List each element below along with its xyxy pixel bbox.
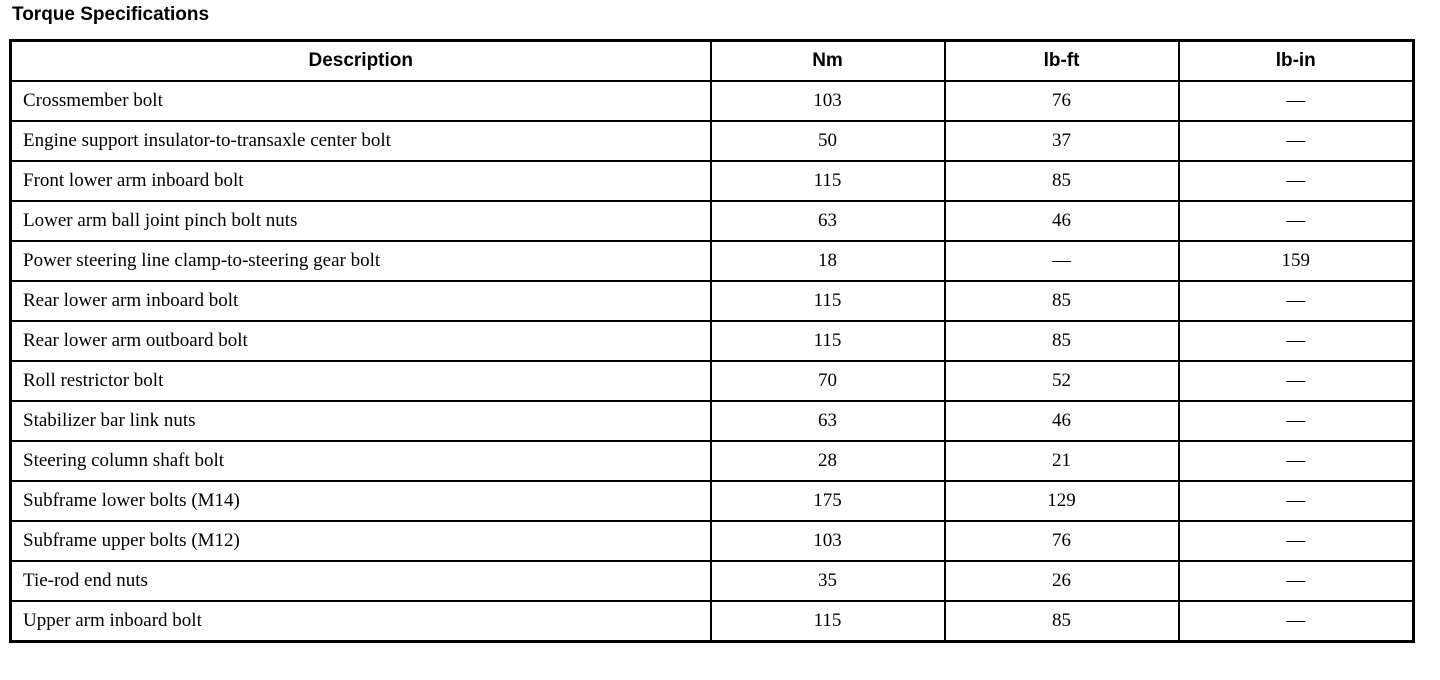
table-row bbox=[11, 321, 1414, 361]
page-title: Torque Specifications bbox=[12, 4, 210, 25]
table-row bbox=[11, 161, 1414, 201]
cell-nm: 103 bbox=[711, 521, 945, 561]
cell-lb-in: — bbox=[1179, 201, 1414, 241]
cell-lb-in: — bbox=[1179, 121, 1414, 161]
cell-nm: 18 bbox=[711, 241, 945, 281]
cell-nm: 103 bbox=[711, 81, 945, 121]
cell-description: Crossmember bolt bbox=[11, 81, 711, 121]
table-header-row bbox=[11, 41, 1414, 82]
cell-description: Steering column shaft bolt bbox=[11, 441, 711, 481]
cell-description: Lower arm ball joint pinch bolt nuts bbox=[11, 201, 711, 241]
cell-nm: 28 bbox=[711, 441, 945, 481]
cell-description: Front lower arm inboard bolt bbox=[11, 161, 711, 201]
cell-description: Engine support insulator-to-transaxle center bolt bbox=[11, 121, 711, 161]
table-row bbox=[11, 401, 1414, 441]
cell-nm: 115 bbox=[711, 601, 945, 642]
cell-lb-in: — bbox=[1179, 481, 1414, 521]
cell-lb-ft: 85 bbox=[945, 161, 1179, 201]
cell-nm: 70 bbox=[711, 361, 945, 401]
cell-lb-ft: 76 bbox=[945, 81, 1179, 121]
cell-lb-ft: 85 bbox=[945, 281, 1179, 321]
table-row bbox=[11, 481, 1414, 521]
cell-nm: 50 bbox=[711, 121, 945, 161]
cell-description: Power steering line clamp-to-steering gear bolt bbox=[11, 241, 711, 281]
cell-lb-in: — bbox=[1179, 601, 1414, 642]
cell-nm: 115 bbox=[711, 321, 945, 361]
table-row bbox=[11, 281, 1414, 321]
cell-lb-ft: 46 bbox=[945, 201, 1179, 241]
cell-nm: 63 bbox=[711, 401, 945, 441]
cell-lb-in: — bbox=[1179, 81, 1414, 121]
cell-lb-in: — bbox=[1179, 281, 1414, 321]
table-row bbox=[11, 121, 1414, 161]
cell-lb-ft: 52 bbox=[945, 361, 1179, 401]
cell-description: Subframe lower bolts (M14) bbox=[11, 481, 711, 521]
cell-lb-in: 159 bbox=[1179, 241, 1414, 281]
cell-lb-ft: 76 bbox=[945, 521, 1179, 561]
cell-nm: 115 bbox=[711, 281, 945, 321]
cell-lb-ft: 129 bbox=[945, 481, 1179, 521]
header-description: Description bbox=[11, 41, 711, 82]
cell-lb-ft: — bbox=[945, 241, 1179, 281]
cell-description: Stabilizer bar link nuts bbox=[11, 401, 711, 441]
header-lb-ft: lb-ft bbox=[945, 41, 1179, 82]
cell-lb-in: — bbox=[1179, 161, 1414, 201]
table-row bbox=[11, 361, 1414, 401]
table-row bbox=[11, 81, 1414, 121]
header-lb-in: lb-in bbox=[1179, 41, 1414, 82]
table-row bbox=[11, 201, 1414, 241]
cell-description: Rear lower arm inboard bolt bbox=[11, 281, 711, 321]
cell-lb-ft: 85 bbox=[945, 321, 1179, 361]
cell-lb-ft: 46 bbox=[945, 401, 1179, 441]
table-row bbox=[11, 441, 1414, 481]
cell-lb-in: — bbox=[1179, 521, 1414, 561]
cell-nm: 115 bbox=[711, 161, 945, 201]
cell-lb-ft: 26 bbox=[945, 561, 1179, 601]
cell-lb-ft: 37 bbox=[945, 121, 1179, 161]
table-row bbox=[11, 601, 1414, 642]
table-body bbox=[11, 81, 1414, 642]
cell-lb-in: — bbox=[1179, 561, 1414, 601]
cell-lb-in: — bbox=[1179, 401, 1414, 441]
cell-description: Upper arm inboard bolt bbox=[11, 601, 711, 642]
cell-nm: 63 bbox=[711, 201, 945, 241]
table-row bbox=[11, 241, 1414, 281]
cell-description: Tie-rod end nuts bbox=[11, 561, 711, 601]
cell-description: Roll restrictor bolt bbox=[11, 361, 711, 401]
cell-description: Subframe upper bolts (M12) bbox=[11, 521, 711, 561]
cell-lb-ft: 21 bbox=[945, 441, 1179, 481]
cell-lb-in: — bbox=[1179, 321, 1414, 361]
table-row bbox=[11, 561, 1414, 601]
torque-spec-table bbox=[9, 39, 1415, 643]
table-row bbox=[11, 521, 1414, 561]
cell-lb-ft: 85 bbox=[945, 601, 1179, 642]
cell-nm: 175 bbox=[711, 481, 945, 521]
cell-lb-in: — bbox=[1179, 441, 1414, 481]
cell-lb-in: — bbox=[1179, 361, 1414, 401]
header-nm: Nm bbox=[711, 41, 945, 82]
cell-nm: 35 bbox=[711, 561, 945, 601]
cell-description: Rear lower arm outboard bolt bbox=[11, 321, 711, 361]
